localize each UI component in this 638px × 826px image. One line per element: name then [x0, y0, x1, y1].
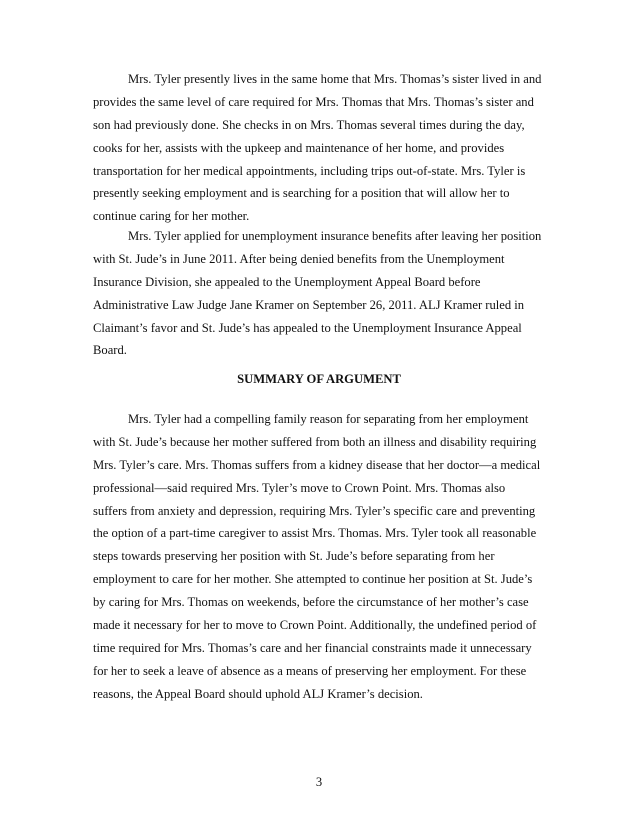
paragraph-line: time required for Mrs. Thomas’s care and her financial constraints made it unnecessary [93, 640, 532, 655]
paragraph-line: by caring for Mrs. Thomas on weekends, before the circumstance of her mother’s case [93, 595, 529, 610]
paragraph-line: Mrs. Tyler applied for unemployment insurance benefits after leaving her position [128, 229, 542, 243]
paragraph-line: with St. Jude’s because her mother suffered from both an illness and disability requiring [93, 434, 537, 449]
page-number: 3 [315, 775, 323, 789]
paragraph-line: son had previously done. She checks in on Mrs. Thomas several times during the day, [93, 117, 525, 132]
paragraph-line: continue caring for her mother. [93, 209, 250, 224]
paragraph-summary-of-argument [93, 408, 548, 706]
paragraph-background [93, 68, 548, 228]
paragraph-line: Mrs. Tyler’s care. Mrs. Thomas suffers from a kidney disease that her doctor―a medical [93, 457, 541, 472]
paragraph-procedural-history [93, 225, 548, 362]
paragraph-line: suffers from anxiety and depression, requiring Mrs. Tyler’s specific care and preventing [93, 503, 536, 518]
paragraph-line: Administrative Law Judge Jane Kramer on September 26, 2011. ALJ Kramer ruled in [93, 297, 525, 312]
paragraph-line: reasons, the Appeal Board should uphold ALJ Kramer’s decision. [93, 686, 423, 701]
paragraph-line: Mrs. Tyler had a compelling family reason for separating from her employment [128, 412, 529, 426]
paragraph-line: Claimant’s favor and St. Jude’s has appealed to the Unemployment Insurance Appeal [93, 320, 522, 335]
paragraph-line: Mrs. Tyler presently lives in the same home that Mrs. Thomas’s sister lived in and [128, 72, 542, 86]
paragraph-line: provides the same level of care required for Mrs. Thomas that Mrs. Thomas’s sister and [93, 94, 534, 109]
paragraph-line: cooks for her, assists with the upkeep and maintenance of her home, and provides [93, 140, 505, 155]
paragraph-line: Insurance Division, she appealed to the Unemployment Appeal Board before [93, 274, 481, 289]
paragraph-line: Board. [93, 343, 127, 358]
paragraph-line: for her to seek a leave of absence as a means of preserving her employment. For these [93, 663, 527, 678]
paragraph-line: transportation for her medical appointments, including trips out-of-state. Mrs. Tyler is [93, 163, 526, 178]
section-heading: SUMMARY OF ARGUMENT [237, 372, 401, 386]
paragraph-line: with St. Jude’s in June 2011. After being denied benefits from the Unemployment [93, 251, 505, 266]
paragraph-line: presently seeking employment and is searching for a position that will allow her to [93, 186, 510, 201]
paragraph-line: professional―said required Mrs. Tyler’s move to Crown Point. Mrs. Thomas also [93, 480, 506, 495]
paragraph-line: the option of a part-time caregiver to assist Mrs. Thomas. Mrs. Tyler took all reasonable [93, 526, 537, 541]
paragraph-line: steps towards preserving her position with St. Jude’s before separating from her [93, 549, 495, 564]
paragraph-line: made it necessary for her to move to Crown Point. Additionally, the undefined period of [93, 618, 537, 633]
paragraph-line: employment to care for her mother. She attempted to continue her position at St. Jude’s [93, 572, 533, 587]
